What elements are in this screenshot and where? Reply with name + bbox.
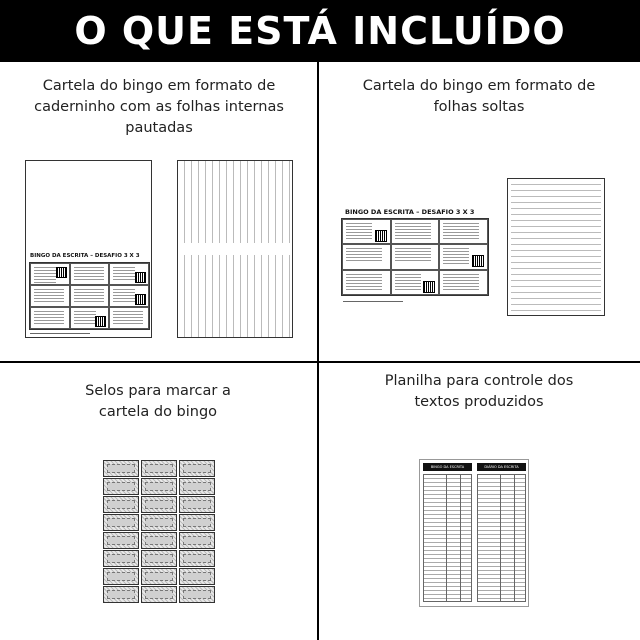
tracking-table-left <box>423 474 472 602</box>
bingo-booklet-cover <box>25 160 152 338</box>
tracking-table-right <box>477 474 526 602</box>
panel-planilha <box>319 363 640 640</box>
page-banner <box>0 0 640 62</box>
bingo-card-grid <box>29 262 150 330</box>
ruled-booklet-page <box>177 160 293 338</box>
panel-caption: Cartela do bingo em formato de folhas soltas <box>362 78 596 115</box>
stamps-sheet <box>103 460 215 603</box>
panel-selos <box>0 363 317 640</box>
bingo-loose-sheet <box>341 206 489 306</box>
bingo-card-grid <box>341 218 489 296</box>
panel-caption: Selos para marcar a cartela do bingo <box>85 383 231 420</box>
tracking-col1-title: BINGO DA ESCRITA <box>430 465 465 469</box>
page-title: O QUE ESTÁ INCLUÍDO <box>74 9 566 53</box>
ruled-loose-sheet <box>507 178 605 316</box>
panel-folhas-soltas <box>319 62 640 361</box>
bingo-card-title: BINGO DA ESCRITA – DESAFIO 3 X 3 <box>30 253 140 259</box>
content-grid <box>0 62 640 640</box>
panel-caderninho <box>0 62 317 361</box>
tracking-col2-title: DIÁRIO DA ESCRITA <box>484 465 519 469</box>
panel-caption: Planilha para controle dos textos produzidos <box>384 373 574 410</box>
bingo-card-title: BINGO DA ESCRITA – DESAFIO 3 X 3 <box>345 208 475 216</box>
panel-caption: Cartela do bingo em formato de caderninho com as folhas internas pautadas <box>34 78 284 136</box>
tracking-sheet <box>419 459 529 607</box>
